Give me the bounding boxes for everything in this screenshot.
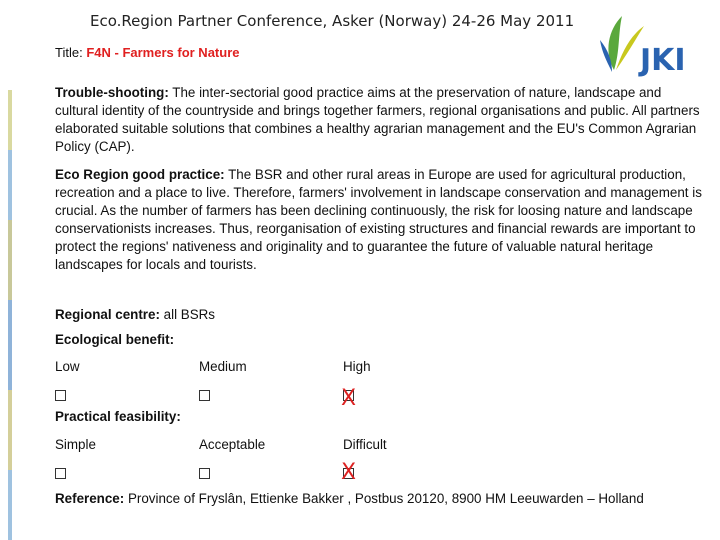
feas-selected-mark: X	[341, 460, 357, 485]
regional-centre-value: all BSRs	[159, 307, 215, 322]
feas-option-acceptable: Acceptable	[199, 437, 266, 452]
good-practice-paragraph	[55, 166, 705, 274]
decorative-side-stripe	[8, 0, 12, 540]
eco-selected-mark: X	[341, 386, 357, 411]
regional-centre-row	[55, 307, 215, 322]
practical-feasibility-label: Practical feasibility:	[55, 409, 181, 424]
feas-option-difficult: Difficult	[343, 437, 387, 452]
good-practice-label: Eco Region good practice:	[55, 167, 225, 182]
feas-option-simple: Simple	[55, 437, 96, 452]
eco-checkbox-medium[interactable]	[199, 390, 210, 401]
reference-label: Reference:	[55, 491, 125, 506]
eco-option-low: Low	[55, 359, 80, 374]
trouble-shooting-paragraph	[55, 84, 705, 156]
trouble-shooting-label: Trouble-shooting:	[55, 85, 169, 100]
conference-header: Eco.Region Partner Conference, Asker (Norway) 24-26 May 2011	[90, 12, 575, 30]
eco-option-high: High	[343, 359, 371, 374]
jki-logo	[600, 12, 712, 80]
logo-text: JKI	[640, 43, 686, 78]
reference-row	[55, 491, 644, 506]
feas-checkbox-simple[interactable]	[55, 468, 66, 479]
eco-checkbox-low[interactable]	[55, 390, 66, 401]
title-value: F4N - Farmers for Nature	[86, 45, 240, 60]
trouble-shooting-text: The inter-sectorial good practice aims at the preservation of nature, landscape and cultural identity of the countryside and brings together farmers, regional organisations and public. All partners elaborated suitable solutions that combines a healthy agrarian management and the EU's Common Agrarian Policy (CAP).	[55, 85, 700, 154]
ecological-benefit-label: Ecological benefit:	[55, 332, 175, 347]
good-practice-text: The BSR and other rural areas in Europe are used for agricultural production, recreation and a place to live. Therefore, farmers' involvement in landscape conservation and management is crucial. As the number of farmers has been declining continuously, the risk for loosing nature and landscape conservationists increases. Thus, reorganisation of existing structures and financial rewards are important to protect the regions' nativeness and originality and to guarantee the future of valuable natural heritage landscapes for locals and tourists.	[55, 167, 702, 272]
regional-centre-label: Regional centre:	[55, 307, 160, 322]
eco-option-medium: Medium	[199, 359, 247, 374]
reference-value: Province of Fryslân, Ettienke Bakker , Postbus 20120, 8900 HM Leeuwarden – Holland	[124, 491, 644, 506]
title-row	[55, 45, 239, 60]
feas-checkbox-acceptable[interactable]	[199, 468, 210, 479]
title-label: Title:	[55, 45, 83, 60]
